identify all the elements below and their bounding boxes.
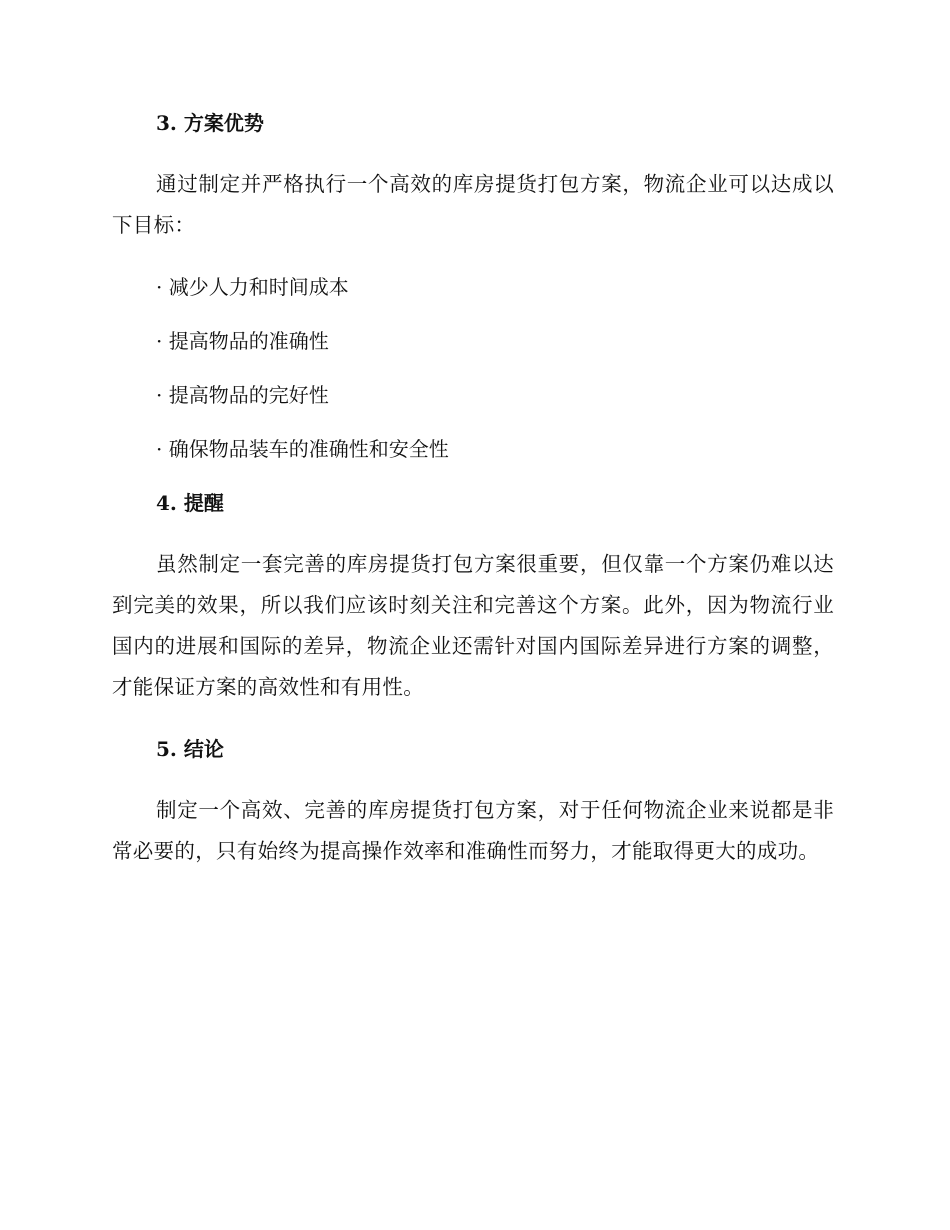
section-heading-conclusion: 5. 结论 (156, 737, 224, 761)
section-paragraph-conclusion: 制定一个高效、完善的库房提货打包方案，对于任何物流企业来说都是非常必要的，只有始终为提高操作效率和准确性而努力，才能取得更大的成功。 (112, 798, 834, 863)
section-paragraph-reminder: 虽然制定一套完善的库房提货打包方案很重要，但仅靠一个方案仍难以达到完美的效果，所以我们应该时刻关注和完善这个方案。此外，因为物流行业国内的进展和国际的差异，物流企业还需针对国内国际差异进行方案的调整，才能保证方案的高效性和有用性。 (112, 552, 834, 699)
bullet-item: · 提高物品的完好性 (156, 383, 329, 407)
section-heading-advantages: 3. 方案优势 (156, 111, 264, 135)
bullet-item: · 提高物品的准确性 (156, 329, 329, 353)
section-paragraph-advantages: 通过制定并严格执行一个高效的库房提货打包方案，物流企业可以达成以下目标： (112, 172, 834, 237)
section-heading-reminder: 4. 提醒 (156, 491, 224, 515)
document-body (112, 108, 834, 872)
bullet-item: · 减少人力和时间成本 (156, 275, 349, 299)
bullet-item: · 确保物品装车的准确性和安全性 (156, 437, 449, 461)
